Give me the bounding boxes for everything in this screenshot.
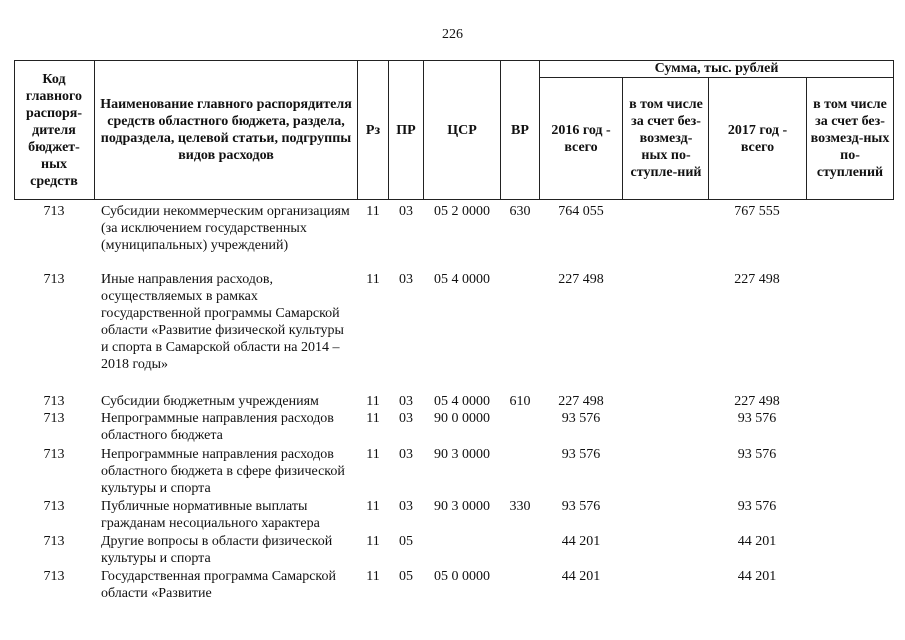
row-7-csr: 05 0 0000 <box>434 569 490 584</box>
row-7-code: 713 <box>43 569 65 584</box>
row-7-rz: 11 <box>366 569 380 584</box>
row-5-pr: 03 <box>399 499 413 514</box>
row-4-2016-total: 93 576 <box>561 447 601 462</box>
row-2-csr: 05 4 0000 <box>434 394 490 409</box>
row-1-2016-total: 227 498 <box>558 272 604 287</box>
row-0-code: 713 <box>43 204 65 219</box>
row-1-2017-total: 227 498 <box>734 272 780 287</box>
row-2-2017-total: 227 498 <box>734 394 780 409</box>
row-2-code: 713 <box>43 394 65 409</box>
row-3-code: 713 <box>43 411 65 426</box>
row-4-code: 713 <box>43 447 65 462</box>
row-3-pr: 03 <box>399 411 413 426</box>
row-6-name: Другие вопросы в области физической культуры и спорта <box>101 534 333 566</box>
row-1-name: Иные направления расходов, осуществляемых в рамках государственной программы Самарской области «Развитие физической культуры и спорта в Самарской области на 2014 – 2018 годы» <box>101 272 344 372</box>
row-6-2016-total: 44 201 <box>561 534 601 549</box>
row-0-pr: 03 <box>399 204 413 219</box>
row-6-2017-total: 44 201 <box>737 534 777 549</box>
row-5-name: Публичные нормативные выплаты гражданам несоциального характера <box>101 499 320 531</box>
row-2-vr: 610 <box>509 394 531 409</box>
row-0-csr: 05 2 0000 <box>434 204 490 219</box>
row-5-2017-total: 93 576 <box>737 499 777 514</box>
row-4-name: Непрограммные направления расходов областного бюджета в сфере физической культуры и спорта <box>101 447 345 496</box>
row-1-rz: 11 <box>366 272 380 287</box>
row-4-2017-total: 93 576 <box>737 447 777 462</box>
header-2017-free: в том числе за счет без-возмезд-ных по-ступлений <box>810 97 890 180</box>
row-0-vr: 630 <box>509 204 531 219</box>
header-name: Наименование главного распорядителя средств областного бюджета, раздела, подраздела, целевой статьи, подгруппы видов расходов <box>100 97 352 163</box>
row-3-name: Непрограммные направления расходов областного бюджета <box>101 411 334 443</box>
row-6-code: 713 <box>43 534 65 549</box>
row-7-2017-total: 44 201 <box>737 569 777 584</box>
row-0-2016-total: 764 055 <box>558 204 604 219</box>
row-1-csr: 05 4 0000 <box>434 272 490 287</box>
header-2017-total: 2017 год - всего <box>727 122 788 155</box>
col-border-2017-free <box>806 77 807 200</box>
col-border-left <box>14 60 15 200</box>
col-border-name <box>94 60 95 200</box>
header-vr: ВР <box>511 122 529 138</box>
row-2-rz: 11 <box>366 394 380 409</box>
row-3-2016-total: 93 576 <box>561 411 601 426</box>
row-0-name: Субсидии некоммерческим организациям (за исключением государственных (муниципальных) учреждений) <box>101 204 350 253</box>
row-4-pr: 03 <box>399 447 413 462</box>
col-border-2017 <box>708 77 709 200</box>
header-2016-free: в том числе за счет без-возмезд-ных по-ступле-ний <box>629 97 703 180</box>
header-2016-total: 2016 год - всего <box>551 122 611 155</box>
row-5-rz: 11 <box>366 499 380 514</box>
header-code: Код главного распоря-дителя бюджет-ных средств <box>25 71 83 189</box>
row-4-csr: 90 3 0000 <box>434 447 490 462</box>
header-bottom-border <box>14 199 894 200</box>
col-border-2016-free <box>622 77 623 200</box>
row-5-code: 713 <box>43 499 65 514</box>
header-rz: Рз <box>365 122 381 138</box>
page-number: 226 <box>442 27 463 42</box>
row-7-2016-total: 44 201 <box>561 569 601 584</box>
row-2-pr: 03 <box>399 394 413 409</box>
row-2-2016-total: 227 498 <box>558 394 604 409</box>
row-3-2017-total: 93 576 <box>737 411 777 426</box>
row-7-name: Государственная программа Самарской области «Развитие <box>101 569 337 601</box>
row-1-code: 713 <box>43 272 65 287</box>
header-sum: Сумма, тыс. рублей <box>654 61 779 76</box>
header-csr: ЦСР <box>447 122 477 138</box>
row-5-2016-total: 93 576 <box>561 499 601 514</box>
col-border-right <box>893 60 894 200</box>
row-6-pr: 05 <box>399 534 413 549</box>
row-5-vr: 330 <box>509 499 531 514</box>
row-0-rz: 11 <box>366 204 380 219</box>
row-1-pr: 03 <box>399 272 413 287</box>
col-border-sum <box>539 60 540 200</box>
row-7-pr: 05 <box>399 569 413 584</box>
row-3-csr: 90 0 0000 <box>434 411 490 426</box>
row-3-rz: 11 <box>366 411 380 426</box>
row-5-csr: 90 3 0000 <box>434 499 490 514</box>
header-pr: ПР <box>396 122 416 138</box>
row-0-2017-total: 767 555 <box>734 204 780 219</box>
row-6-rz: 11 <box>366 534 380 549</box>
row-2-name: Субсидии бюджетным учреждениям <box>101 394 319 409</box>
row-4-rz: 11 <box>366 447 380 462</box>
